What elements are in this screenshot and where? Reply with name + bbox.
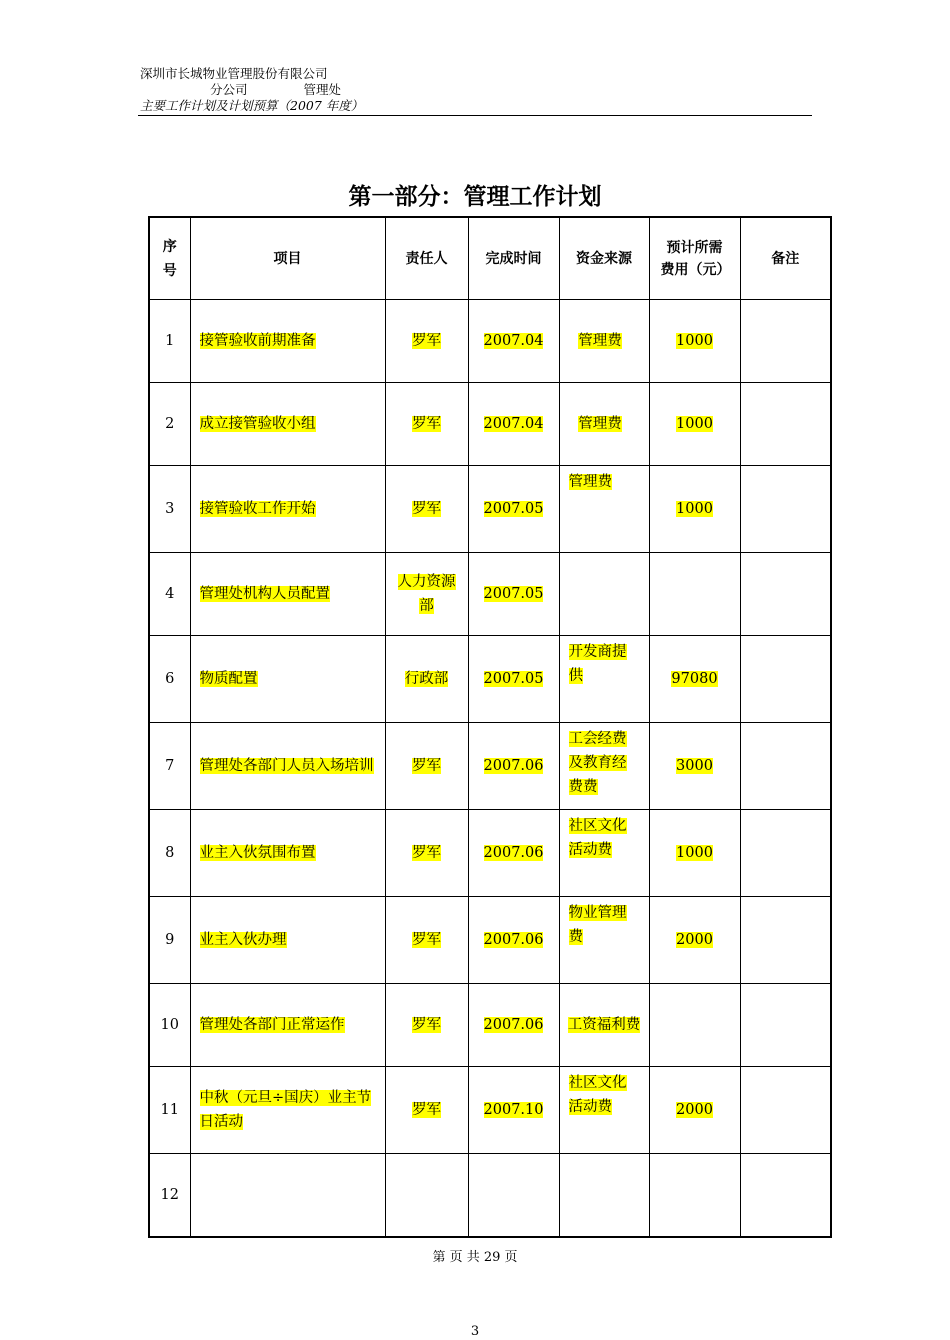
cell-seq: 12 [149,1154,190,1238]
cell-cost: 97080 [649,636,740,723]
cell-time: 2007.04 [468,300,559,383]
cell-note [740,1154,831,1238]
cell-note [740,984,831,1067]
cell-note [740,810,831,897]
header-item: 项目 [190,217,385,300]
cell-owner [385,1154,468,1238]
cell-item [190,1154,385,1238]
cell-item: 业主入伙氛围布置 [190,810,385,897]
cell-cost: 3000 [649,723,740,810]
cell-owner: 罗军 [385,810,468,897]
document-header [140,66,363,114]
cell-cost: 2000 [649,1067,740,1154]
table-row [149,383,831,466]
cell-source: 社区文化活动费 [559,1067,649,1154]
cell-cost: 1000 [649,466,740,553]
cell-time: 2007.06 [468,723,559,810]
cell-item: 接管验收前期准备 [190,300,385,383]
cell-cost: 1000 [649,383,740,466]
cell-item: 接管验收工作开始 [190,466,385,553]
header-seq: 序号 [149,217,190,300]
cell-seq: 9 [149,897,190,984]
cell-time [468,1154,559,1238]
cell-time: 2007.06 [468,984,559,1067]
cell-owner: 人力资源部 [385,553,468,636]
cell-item: 成立接管验收小组 [190,383,385,466]
table-row [149,466,831,553]
cell-time: 2007.05 [468,466,559,553]
cell-time: 2007.05 [468,636,559,723]
cell-seq: 1 [149,300,190,383]
cell-note [740,1067,831,1154]
cell-owner: 罗军 [385,300,468,383]
work-plan-table [148,216,832,1238]
cell-item: 管理处机构人员配置 [190,553,385,636]
cell-seq: 8 [149,810,190,897]
header-divider [138,115,812,116]
cell-note [740,383,831,466]
cell-source: 物业管理费 [559,897,649,984]
cell-owner: 罗军 [385,466,468,553]
cell-seq: 4 [149,553,190,636]
cell-source: 开发商提供 [559,636,649,723]
header-owner: 责任人 [385,217,468,300]
cell-note [740,300,831,383]
cell-note [740,553,831,636]
cell-cost: 1000 [649,810,740,897]
table-header-row [149,217,831,300]
branch-label: 分公司 [210,82,248,97]
table-row [149,1067,831,1154]
header-source: 资金来源 [559,217,649,300]
cell-owner: 罗军 [385,984,468,1067]
page-counter: 第 页 共 29 页 [432,1250,518,1265]
cell-time: 2007.05 [468,553,559,636]
table-row [149,300,831,383]
header-cost: 预计所需费用（元） [649,217,740,300]
cell-note [740,466,831,553]
cell-note [740,897,831,984]
cell-seq: 11 [149,1067,190,1154]
cell-time: 2007.06 [468,897,559,984]
cell-seq: 6 [149,636,190,723]
header-time: 完成时间 [468,217,559,300]
table-row [149,810,831,897]
page-title: 第一部分：管理工作计划 [348,184,602,210]
cell-owner: 罗军 [385,1067,468,1154]
cell-note [740,636,831,723]
table-row [149,553,831,636]
table-row [149,723,831,810]
table-row [149,984,831,1067]
cell-source: 管理费 [559,300,649,383]
cell-owner: 行政部 [385,636,468,723]
cell-source [559,1154,649,1238]
table-row [149,1154,831,1238]
cell-item: 管理处各部门人员入场培训 [190,723,385,810]
cell-seq: 10 [149,984,190,1067]
company-name: 深圳市长城物业管理股份有限公司 [140,66,328,81]
cell-item: 物质配置 [190,636,385,723]
cell-cost [649,984,740,1067]
cell-source: 管理费 [559,466,649,553]
cell-source [559,553,649,636]
cell-source: 管理费 [559,383,649,466]
doc-title: 主要工作计划及计划预算（2007 年度） [140,98,364,113]
cell-time: 2007.04 [468,383,559,466]
cell-owner: 罗军 [385,383,468,466]
cell-cost: 1000 [649,300,740,383]
cell-cost: 2000 [649,897,740,984]
cell-source: 工会经费及教育经费费 [559,723,649,810]
cell-cost [649,1154,740,1238]
cell-owner: 罗军 [385,723,468,810]
cell-owner: 罗军 [385,897,468,984]
table-row [149,897,831,984]
cell-source: 社区文化活动费 [559,810,649,897]
header-note: 备注 [740,217,831,300]
cell-item: 业主入伙办理 [190,897,385,984]
cell-time: 2007.06 [468,810,559,897]
table-row [149,636,831,723]
cell-cost [649,553,740,636]
page-number: 3 [470,1324,480,1339]
cell-seq: 2 [149,383,190,466]
cell-note [740,723,831,810]
cell-source: 工资福利费 [559,984,649,1067]
cell-time: 2007.10 [468,1067,559,1154]
office-label: 管理处 [303,82,342,97]
cell-seq: 7 [149,723,190,810]
branch-line [140,82,363,98]
cell-item: 管理处各部门正常运作 [190,984,385,1067]
cell-item: 中秋（元旦÷国庆）业主节日活动 [190,1067,385,1154]
cell-seq: 3 [149,466,190,553]
